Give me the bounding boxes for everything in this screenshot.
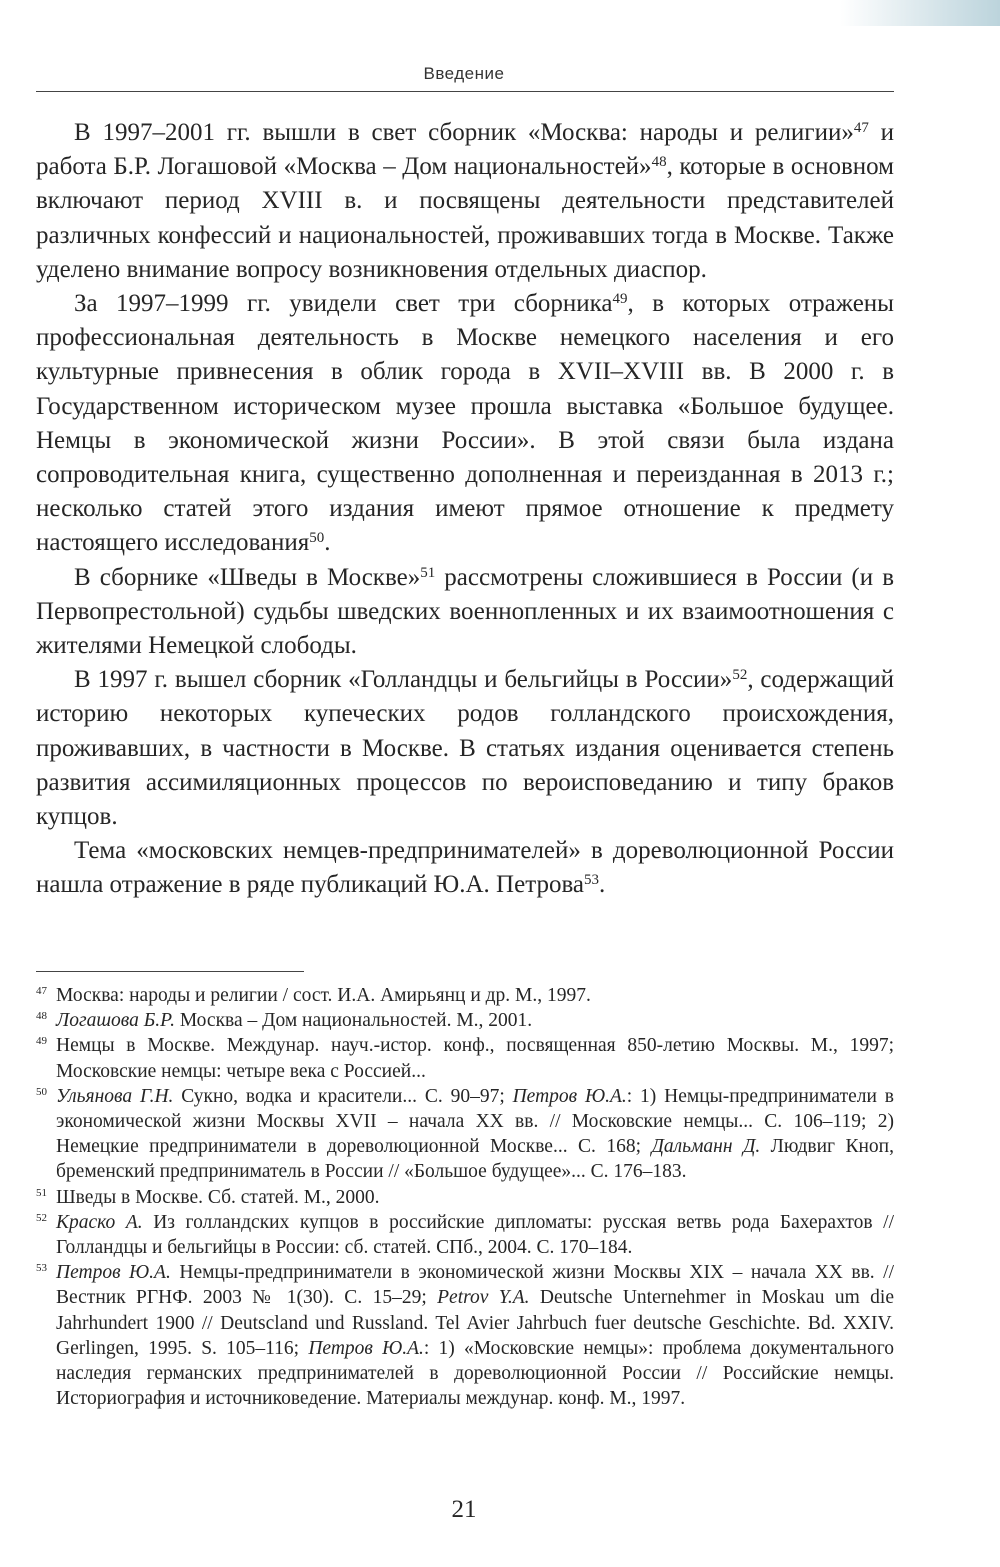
text-run: , в которых отражены профессиональная деятельность в Москве немецкого населения и его культурные привнесения в облик города в XVII–XVIII вв. В 2000 г. в Государственном историческом музее прошла выставка «Большое будущее. Немцы в экономической жизни России». В этой связи была издана сопроводительная книга, существенно дополненная и переизданная в 2013 г.; несколько статей этого издания имеют прямое отношение к предмету настоящего исследования bbox=[36, 290, 894, 557]
page-number: 21 bbox=[451, 1496, 477, 1523]
footnote-ref: 51 bbox=[420, 564, 436, 581]
text-run: Людвиг Кноп, бременский предприниматель в России // «Большое будущее»... С. 176–183. bbox=[56, 1136, 894, 1183]
footnote bbox=[36, 1033, 894, 1083]
text-run: В 1997–2001 гг. вышли в свет сборник «Москва: народы и религии» bbox=[74, 119, 854, 146]
text-run: Москва – Дом национальностей. М., 2001. bbox=[174, 1010, 533, 1032]
paragraph bbox=[36, 287, 894, 561]
footnote-number: 50 bbox=[36, 1085, 47, 1098]
footnote-number: 49 bbox=[36, 1035, 47, 1048]
running-head: Введение bbox=[423, 64, 505, 83]
text-run: В сборнике «Шведы в Москве» bbox=[74, 563, 421, 591]
text-run: рассмотрены сложившиеся в России (и в Первопрестольной) судьбы шведских военнопленных и их взаимоотношения с жителями Немецкой слободы. bbox=[36, 563, 894, 660]
author-name: Краско А. bbox=[56, 1211, 143, 1233]
footnotes bbox=[36, 983, 894, 1411]
footnote-separator bbox=[36, 971, 304, 972]
text-run: Немцы в Москве. Междунар. науч.-истор. конф., посвященная 850-летию Москвы. М., 1997; Московские немцы: четыре века с Россией... bbox=[56, 1035, 894, 1082]
header-rule bbox=[36, 91, 894, 92]
text-run: Из голландских купцов в российские дипломаты: русская ветвь рода Бахерахтов // Голландцы и бельгийцы в России: сб. статей. СПб., 2004. С. 170–184. bbox=[56, 1211, 894, 1259]
footnote-ref: 48 bbox=[651, 153, 667, 170]
text-run: . bbox=[324, 529, 331, 557]
footnote-number: 48 bbox=[36, 1010, 47, 1023]
paragraph bbox=[36, 116, 894, 287]
author-name: Дальманн Д. bbox=[651, 1136, 761, 1158]
text-run: : 1) «Московские немцы»: проблема документального наследия германских предпринимателей в дореволюционной России // Российские немцы. Историография и источниковедение. Материалы междунар. конф. М., 1997. bbox=[56, 1337, 894, 1410]
footnote-number: 53 bbox=[36, 1262, 47, 1275]
footnote bbox=[36, 1185, 894, 1210]
footnote-ref: 50 bbox=[309, 530, 325, 547]
footnote bbox=[36, 1008, 894, 1033]
author-name: Логашова Б.Р. bbox=[56, 1010, 175, 1032]
text-run: Deutsche Unternehmer in Moskau um die Jahrhundert 1900 // Deutscland und Russland. Tel Avier Jahrbuch fuer deutsche Geschichte. Bd. XXIV. Gerlingen, 1995. S. 105–116; bbox=[56, 1287, 894, 1359]
footnote bbox=[36, 983, 894, 1008]
text-run: Немцы-предприниматели в экономической жизни Москвы XIX – начала XX вв. // Вестник РГНФ. 2003 № 1(30). С. 15–29; bbox=[56, 1262, 894, 1309]
footnote-number: 47 bbox=[36, 985, 47, 997]
text-run: Москва: народы и религии / сост. И.А. Амирьянц и др. М., 1997. bbox=[56, 985, 591, 1006]
paragraph bbox=[36, 663, 894, 834]
author-name: Петров Ю.А. bbox=[308, 1337, 424, 1359]
text-run: Тема «московских немцев-предпринимателей» в дореволюционной России нашла отражение в ряде публикаций Ю.А. Петрова bbox=[36, 837, 894, 899]
text-run: . bbox=[599, 871, 606, 899]
paragraph bbox=[36, 561, 894, 664]
footnote-ref: 52 bbox=[732, 667, 748, 683]
footnote-number: 51 bbox=[36, 1186, 47, 1199]
text-run: В 1997 г. вышел сборник «Голландцы и бельгийцы в России» bbox=[74, 666, 733, 694]
footnote-ref: 53 bbox=[584, 872, 600, 889]
author-name: Петров Ю.А. bbox=[56, 1262, 171, 1284]
paragraph bbox=[36, 834, 894, 902]
footnote-ref: 49 bbox=[612, 290, 628, 307]
text-run: и работа Б.Р. Логашовой «Москва – Дом национальностей» bbox=[36, 119, 894, 181]
footnote bbox=[36, 1260, 894, 1411]
footnote bbox=[36, 1210, 894, 1260]
author-name: Petrov Y.A. bbox=[437, 1287, 530, 1309]
text-run: Сукно, водка и красители... С. 90–97; bbox=[173, 1085, 513, 1107]
footnote-number: 52 bbox=[36, 1211, 47, 1224]
footnote-ref: 47 bbox=[853, 119, 869, 136]
text-run: Шведы в Москве. Сб. статей. М., 2000. bbox=[56, 1186, 380, 1208]
author-name: Петров Ю.А. bbox=[512, 1085, 627, 1107]
text-run: , которые в основном включают период XVIII в. и посвящены деятельности представителей различных конфессий и национальностей, проживавших тогда в Москве. Также уделено внимание вопросу возникновения отдельных диаспор. bbox=[36, 153, 894, 283]
author-name: Ульянова Г.Н. bbox=[56, 1085, 174, 1107]
scan-edge-shade bbox=[840, 0, 1000, 26]
text-run: : 1) Немцы-предприниматели в экономической жизни Москвы XVII – начала XX вв. // Московские немцы... С. 106–119; 2) Немецкие предприниматели в дореволюционной Москве... С. 168; bbox=[56, 1085, 894, 1158]
text-run: За 1997–1999 гг. увидели свет три сборника bbox=[74, 290, 613, 318]
footnote bbox=[36, 1084, 894, 1185]
body-text bbox=[36, 116, 894, 903]
text-run: , содержащий историю некоторых купеческих родов голландского происхождения, проживавших, в частности в Москве. В статьях издания оценивается степень развития ассимиляционных процессов по вероисповеданию и типу браков купцов. bbox=[36, 666, 894, 831]
